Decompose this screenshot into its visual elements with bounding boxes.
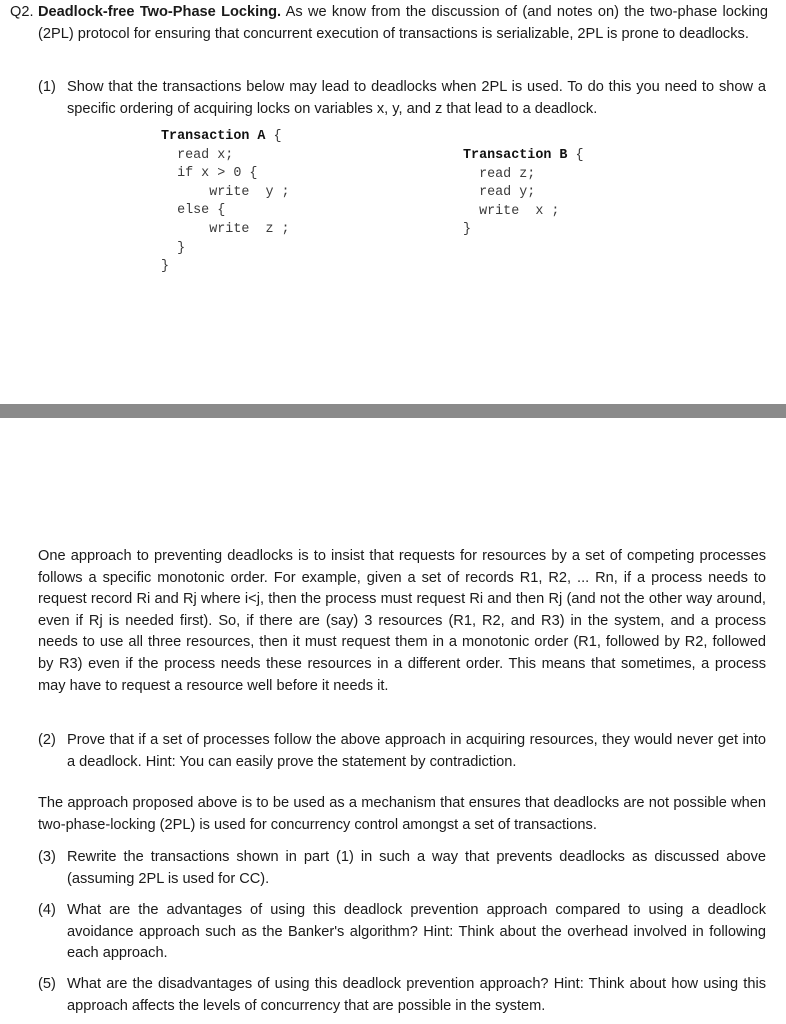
code-line: else { (161, 203, 226, 219)
part-1 (38, 77, 766, 120)
code-line: write z ; (161, 222, 290, 237)
question-intro-text: As we know from the discussion of (and notes on) the two-phase locking (2PL) protocol for ensuring that concurrent execution of transactions is serializable, 2PL is prone to deadlocks. (38, 4, 768, 42)
transaction-b-header: Transaction B { (463, 148, 584, 163)
part-2-text: Prove that if a set of processes follow the above approach in acquiring resources, they would never get into a deadlock. Hint: You can easily prove the statement by contradiction. (67, 732, 766, 770)
mechanism-paragraph-text: The approach proposed above is to be used as a mechanism that ensures that deadlocks are not possible when two-phase-locking (2PL) is used for concurrency control amongst a set of transactions. (38, 795, 766, 833)
code-line: } (161, 259, 170, 275)
part-2-number: (2) (38, 732, 56, 748)
question-number: Q2. (10, 4, 34, 20)
part-3-text: Rewrite the transactions shown in part (1) in such a way that prevents deadlocks as discussed above (assuming 2PL is used for CC). (67, 849, 766, 887)
part-4 (38, 900, 766, 965)
part-5-number: (5) (38, 976, 56, 992)
part-1-text: Show that the transactions below may lead to deadlocks when 2PL is used. To do this you need to show a specific ordering of acquiring locks on variables x, y, and z that lead to a deadlock. (67, 79, 766, 117)
code-line: read y; (463, 185, 536, 201)
part-5-text: What are the disadvantages of using this deadlock prevention approach? Hint: Think about how using this approach affects the levels of concurrency that are possible in the system. (67, 976, 766, 1014)
part-4-number: (4) (38, 902, 56, 918)
part-3-number: (3) (38, 849, 56, 865)
code-line: read z; (463, 166, 536, 182)
question-title: Deadlock-free Two-Phase Locking. (38, 4, 282, 20)
approach-paragraph (38, 546, 766, 697)
part-5 (38, 974, 766, 1017)
transaction-a-header: Transaction A { (161, 129, 282, 144)
code-line: read x; (161, 147, 234, 163)
code-line: write y ; (161, 184, 290, 200)
question-intro (38, 2, 768, 45)
code-line: } (161, 240, 186, 256)
part-1-number: (1) (38, 79, 56, 95)
code-line: } (463, 222, 472, 238)
part-3 (38, 847, 766, 890)
part-2 (38, 730, 766, 773)
approach-paragraph-text: One approach to preventing deadlocks is to insist that requests for resources by a set of competing processes follows a specific monotonic order. For example, given a set of records R1, R2, ... Rn, if a process needs to request record Ri and Rj where i<j, then the process must request Ri and then Rj (and not the other way around, even if Rj is needed first). So, if there are (say) 3 resources (R1, R2, and R3) in the system, and a process needs to use all three resources, then it must request them in a monotonic order (R1, followed by R2, followed by R3) even if the process needs these resources in a different order. This means that sometimes, a process may have to request a resource well before it needs it. (38, 548, 766, 694)
page-divider (0, 404, 786, 418)
mechanism-paragraph (38, 793, 766, 836)
code-line: if x > 0 { (161, 166, 258, 182)
question-q2 (10, 2, 768, 45)
code-line: write x ; (463, 203, 560, 219)
part-4-text: What are the advantages of using this deadlock prevention approach compared to using a deadlock avoidance approach such as the Banker's algorithm? Hint: Think about the overhead involved in following each approach. (67, 902, 766, 962)
